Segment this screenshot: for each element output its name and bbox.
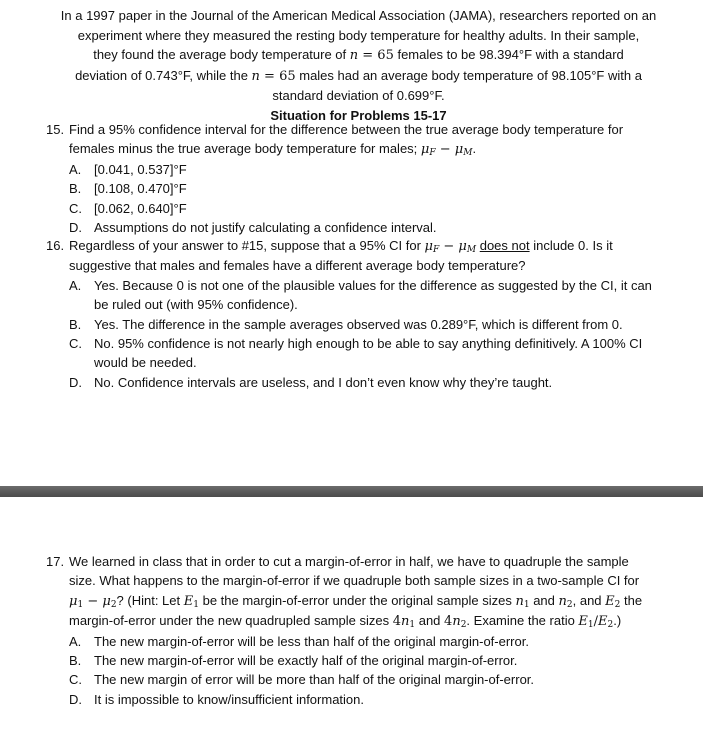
answer-option-b[interactable]: B. [0.108, 0.470]°F [69,181,187,197]
answer-option-a[interactable]: A. [0.041, 0.537]°F [69,161,187,177]
intro-line: they found the average body temperature of n = 65 females to be 98.394°F with a standard [93,47,624,64]
question-stem: We learned in class that in order to cut a margin-of-error in half, we have to quadruple the sample size. What happens to the margin-of-error if we quadruple both sample sizes in a two-sample CI for $\mu_1 - \mu_2$? (Hint: Let $E_1$ be the margin-of-error under the original sample sizes $n_1$ and $n_2$, and $E_2$ the margin-of-error under the new quadrupled sample sizes $4n_1$ and $4n_2$. Examine the ratio $E_1/E_2$.) [69,554,643,631]
answer-options [69,276,676,392]
answer-options [69,160,676,238]
answer-option-a[interactable]: A. The new margin-of-error will be less than half of the original margin-of-error. [69,633,529,649]
answer-option-b[interactable]: B. The new margin-of-error will be exactly half of the original margin-of-error. [69,653,518,669]
intro-paragraph [46,6,671,126]
answer-option-b[interactable]: B. Yes. The difference in the sample averages observed was 0.289°F, which is different from 0. [69,316,623,332]
question-stem: Find a 95% confidence interval for the difference between the true average body temperature for females minus the true average body temperature for males; $\mu_F - \mu_M$. [69,122,624,159]
answer-option-c[interactable]: C. [0.062, 0.640]°F [69,200,187,216]
question-number: 16. [46,238,65,253]
question-number: 17. [46,554,65,569]
answer-option-c[interactable]: C. No. 95% confidence is not nearly high enough to be able to say anything definitively. A 100% CI would be needed. [69,336,643,371]
intro-line: deviation of 0.743°F, while the n = 65 males had an average body temperature of 98.105°F with a [75,67,642,84]
question-stem: Regardless of your answer to #15, suppose that a 95% CI for $\mu_F - \mu_M$ does not include 0. Is it suggestive that males and females have a different average body temperature? [69,238,613,274]
intro-line: In a 1997 paper in the Journal of the American Medical Association (JAMA), researchers reported on an [60,8,657,23]
question-number: 15. [46,122,65,137]
question-17 [46,552,676,709]
question-16 [46,236,676,392]
answer-option-d[interactable]: D. It is impossible to know/insufficient information. [69,691,364,707]
answer-option-d[interactable]: D. No. Confidence intervals are useless, and I don’t even know why they’re taught. [69,374,553,390]
question-15 [46,120,676,237]
answer-options [69,632,676,710]
page-divider [0,486,703,497]
situation-heading: Situation for Problems 15-17 [270,107,447,123]
answer-option-a[interactable]: A. Yes. Because 0 is not one of the plausible values for the difference as suggested by the CI, it can be ruled out (with 95% confidence). [69,277,652,313]
intro-line: experiment where they measured the resting body temperature for healthy adults. In their sample, [77,27,640,43]
answer-option-d[interactable]: D. Assumptions do not justify calculating a confidence interval. [69,220,437,236]
answer-option-c[interactable]: C. The new margin of error will be more than half of the original margin-of-error. [69,672,535,688]
intro-line: standard deviation of 0.699°F. [272,88,445,104]
